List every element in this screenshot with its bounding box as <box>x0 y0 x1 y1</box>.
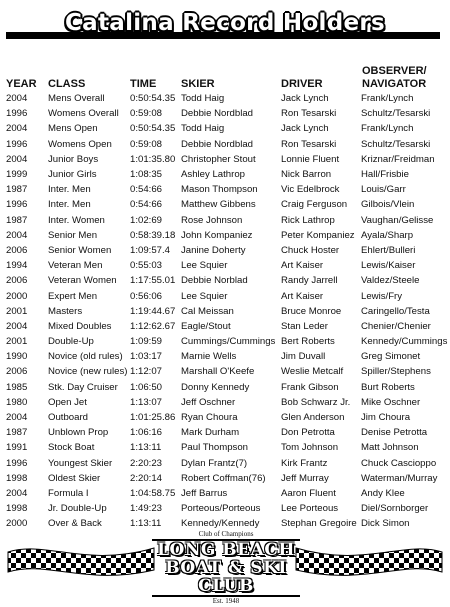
title-banner <box>0 6 450 38</box>
cell-driver: Lee Porteous <box>281 503 339 515</box>
cell-driver: Frank Gibson <box>281 381 339 393</box>
table-row <box>0 471 450 486</box>
cell-skier: Porteous/Porteous <box>181 503 261 515</box>
cell-year: 2000 <box>6 290 28 302</box>
table-row <box>0 137 450 152</box>
cell-skier: Robert Coffman(76) <box>181 472 266 484</box>
cell-class: Over & Back <box>48 518 102 530</box>
table-header <box>0 62 450 90</box>
cell-class: Senior Men <box>48 229 98 241</box>
cell-observer: Louis/Garr <box>361 184 406 196</box>
cell-class: Veteran Men <box>48 260 103 272</box>
cell-observer: Frank/Lynch <box>361 93 414 105</box>
cell-year: 2004 <box>6 487 28 499</box>
table-row <box>0 152 450 167</box>
logo-band <box>152 539 300 597</box>
cell-driver: Tom Johnson <box>281 442 339 454</box>
cell-skier: Jeff Barrus <box>181 487 228 499</box>
cell-skier: John Kompaniez <box>181 229 253 241</box>
cell-class: Outboard <box>48 412 89 424</box>
table-row <box>0 167 450 182</box>
cell-driver: Bert Roberts <box>281 336 335 348</box>
cell-observer: Matt Johnson <box>361 442 419 454</box>
cell-time: 0:55:03 <box>130 260 163 272</box>
cell-driver: Glen Anderson <box>281 412 345 424</box>
header-observer: OBSERVER/ <box>362 65 427 77</box>
cell-driver: Aaron Fluent <box>281 487 336 499</box>
cell-year: 2004 <box>6 93 28 105</box>
cell-class: Double-Up <box>48 336 94 348</box>
cell-year: 1996 <box>6 457 28 469</box>
cell-skier: Rose Johnson <box>181 214 243 226</box>
cell-skier: Debbie Norblad <box>181 275 248 287</box>
cell-observer: Hall/Frisbie <box>361 169 409 181</box>
page-title: Catalina Record Holders <box>64 10 386 36</box>
cell-driver: Don Petrotta <box>281 427 335 439</box>
cell-class: Youngest Skier <box>48 457 113 469</box>
cell-time: 1:49:23 <box>130 503 163 515</box>
cell-year: 2006 <box>6 244 28 256</box>
cell-time: 1:12:07 <box>130 366 163 378</box>
cell-observer: Valdez/Steele <box>361 275 420 287</box>
cell-skier: Marshall O'Keefe <box>181 366 255 378</box>
logo-tagline: Club of Champions <box>198 530 254 538</box>
cell-observer: Schultz/Tesarski <box>361 138 431 150</box>
cell-driver: Stan Leder <box>281 320 328 332</box>
table-row <box>0 213 450 228</box>
cell-year: 1987 <box>6 427 28 439</box>
cell-year: 2004 <box>6 153 28 165</box>
cell-class: Mens Overall <box>48 93 105 105</box>
cell-skier: Matthew Gibbens <box>181 199 256 211</box>
cell-class: Junior Boys <box>48 153 99 165</box>
cell-time: 2:20:14 <box>130 472 163 484</box>
cell-observer: Gilbois/Vlein <box>361 199 415 211</box>
cell-class: Expert Men <box>48 290 98 302</box>
cell-driver: Bob Schwarz Jr. <box>281 396 351 408</box>
cell-year: 2004 <box>6 123 28 135</box>
cell-class: Masters <box>48 305 83 317</box>
records-table <box>0 91 450 531</box>
cell-time: 1:09:57.4 <box>130 244 171 256</box>
cell-observer: Mike Oschner <box>361 396 421 408</box>
cell-time: 1:06:50 <box>130 381 163 393</box>
cell-observer: Chuck Cascioppo <box>361 457 437 469</box>
cell-time: 2:20:23 <box>130 457 163 469</box>
cell-class: Novice (new rules) <box>48 366 128 378</box>
cell-time: 0:54:66 <box>130 199 163 211</box>
header-year: YEAR <box>6 78 37 90</box>
table-row <box>0 106 450 121</box>
cell-class: Junior Girls <box>48 169 97 181</box>
cell-skier: Dylan Frantz(7) <box>181 457 248 469</box>
table-row <box>0 440 450 455</box>
cell-year: 2001 <box>6 336 28 348</box>
cell-class: Stk. Day Cruiser <box>48 381 118 393</box>
table-row <box>0 197 450 212</box>
cell-year: 1996 <box>6 199 28 211</box>
cell-observer: Diel/Sornborger <box>361 503 429 515</box>
table-row <box>0 410 450 425</box>
cell-observer: Kennedy/Cummings <box>361 336 448 348</box>
cell-skier: Cummings/Cummings <box>181 336 276 348</box>
cell-driver: Art Kaiser <box>281 290 324 302</box>
cell-skier: Debbie Nordblad <box>181 138 253 150</box>
table-row <box>0 349 450 364</box>
cell-driver: Kirk Frantz <box>281 457 328 469</box>
cell-observer: Vaughan/Gelisse <box>361 214 434 226</box>
cell-skier: Todd Haig <box>181 123 225 135</box>
cell-driver: Vic Edelbrock <box>281 184 340 196</box>
header-skier: SKIER <box>181 78 215 90</box>
cell-class: Oldest Skier <box>48 472 101 484</box>
cell-class: Mixed Doubles <box>48 320 112 332</box>
cell-time: 0:56:06 <box>130 290 163 302</box>
cell-time: 1:13:11 <box>130 518 162 530</box>
cell-skier: Christopher Stout <box>181 153 256 165</box>
cell-driver: Jeff Murray <box>281 472 329 484</box>
cell-driver: Lonnie Fluent <box>281 153 340 165</box>
cell-observer: Lewis/Kaiser <box>361 260 416 272</box>
header-class: CLASS <box>48 78 86 90</box>
table-row <box>0 304 450 319</box>
cell-year: 1998 <box>6 472 28 484</box>
cell-driver: Craig Ferguson <box>281 199 348 211</box>
cell-driver: Jack Lynch <box>281 93 329 105</box>
cell-time: 1:13:11 <box>130 442 162 454</box>
cell-observer: Caringello/Testa <box>361 305 430 317</box>
cell-time: 1:06:16 <box>130 427 163 439</box>
cell-driver: Rick Lathrop <box>281 214 335 226</box>
cell-driver: Bruce Monroe <box>281 305 342 317</box>
cell-skier: Todd Haig <box>181 93 225 105</box>
cell-class: Inter. Men <box>48 184 91 196</box>
table-row <box>0 121 450 136</box>
cell-driver: Peter Kompaniez <box>281 229 355 241</box>
cell-skier: Debbie Nordblad <box>181 108 253 120</box>
cell-time: 1:03:17 <box>130 351 163 363</box>
cell-skier: Paul Thompson <box>181 442 249 454</box>
cell-class: Stock Boat <box>48 442 95 454</box>
table-row <box>0 228 450 243</box>
cell-driver: Chuck Hoster <box>281 244 340 256</box>
cell-skier: Lee Squier <box>181 260 228 272</box>
table-row <box>0 288 450 303</box>
table-row <box>0 319 450 334</box>
cell-driver: Stephan Gregoire <box>281 518 357 530</box>
cell-year: 1990 <box>6 351 28 363</box>
cell-time: 1:09:59 <box>130 336 163 348</box>
cell-time: 1:01:35.80 <box>130 153 176 165</box>
table-row <box>0 456 450 471</box>
cell-year: 1987 <box>6 214 28 226</box>
table-row <box>0 501 450 516</box>
cell-driver: Ron Tesarski <box>281 108 337 120</box>
cell-time: 1:08:35 <box>130 169 163 181</box>
cell-observer: Dick Simon <box>361 518 410 530</box>
cell-skier: Mason Thompson <box>181 184 258 196</box>
cell-year: 1996 <box>6 108 28 120</box>
cell-time: 0:59:08 <box>130 138 163 150</box>
cell-time: 1:01:25.86 <box>130 412 176 424</box>
cell-observer: Burt Roberts <box>361 381 415 393</box>
cell-time: 1:04:58.75 <box>130 487 176 499</box>
cell-year: 1987 <box>6 184 28 196</box>
table-row <box>0 273 450 288</box>
table-row <box>0 364 450 379</box>
cell-time: 1:13:07 <box>130 396 163 408</box>
cell-year: 2004 <box>6 320 28 332</box>
cell-driver: Art Kaiser <box>281 260 324 272</box>
cell-class: Formula I <box>48 487 89 499</box>
cell-year: 2001 <box>6 305 28 317</box>
table-row <box>0 486 450 501</box>
cell-observer: Jim Choura <box>361 412 411 424</box>
cell-driver: Nick Barron <box>281 169 332 181</box>
table-row <box>0 243 450 258</box>
header-driver: DRIVER <box>281 78 323 90</box>
cell-time: 0:54:66 <box>130 184 163 196</box>
cell-year: 1998 <box>6 503 28 515</box>
cell-observer: Frank/Lynch <box>361 123 414 135</box>
table-row <box>0 380 450 395</box>
cell-time: 0:50:54.35 <box>130 123 176 135</box>
cell-observer: Ehlert/Bulleri <box>361 244 416 256</box>
cell-time: 1:12:62.67 <box>130 320 176 332</box>
cell-observer: Denise Petrotta <box>361 427 428 439</box>
cell-driver: Jim Duvall <box>281 351 326 363</box>
cell-time: 1:02:69 <box>130 214 163 226</box>
cell-skier: Marnie Wells <box>181 351 237 363</box>
table-row <box>0 395 450 410</box>
checkered-flag-right-icon <box>294 538 444 578</box>
cell-observer: Ayala/Sharp <box>361 229 414 241</box>
cell-class: Inter. Women <box>48 214 105 226</box>
cell-year: 2006 <box>6 275 28 287</box>
cell-time: 0:50:54.35 <box>130 93 176 105</box>
logo-line2: BOAT & SKI CLUB <box>165 558 287 596</box>
cell-observer: Chenier/Chenier <box>361 320 431 332</box>
cell-observer: Schultz/Tesarski <box>361 108 431 120</box>
cell-year: 1996 <box>6 138 28 150</box>
cell-class: Inter. Men <box>48 199 91 211</box>
table-row <box>0 425 450 440</box>
cell-skier: Eagle/Stout <box>181 320 231 332</box>
cell-observer: Andy Klee <box>361 487 405 499</box>
cell-skier: Ashley Lathrop <box>181 169 245 181</box>
cell-driver: Ron Tesarski <box>281 138 337 150</box>
cell-skier: Ryan Choura <box>181 412 238 424</box>
cell-driver: Randy Jarrell <box>281 275 338 287</box>
cell-skier: Kennedy/Kennedy <box>181 518 260 530</box>
cell-class: Unblown Prop <box>48 427 109 439</box>
table-row <box>0 91 450 106</box>
cell-observer: Waterman/Murray <box>361 472 438 484</box>
cell-skier: Mark Durham <box>181 427 240 439</box>
logo-line1: LONG BEACH <box>157 540 295 560</box>
cell-class: Novice (old rules) <box>48 351 123 363</box>
header-time: TIME <box>130 78 157 90</box>
cell-year: 1999 <box>6 169 28 181</box>
cell-class: Womens Overall <box>48 108 119 120</box>
cell-class: Womens Open <box>48 138 112 150</box>
cell-observer: Lewis/Fry <box>361 290 403 302</box>
cell-skier: Cal Meissan <box>181 305 234 317</box>
cell-observer: Kriznar/Freidman <box>361 153 435 165</box>
table-row <box>0 182 450 197</box>
table-row <box>0 258 450 273</box>
cell-time: 1:19:44.67 <box>130 305 176 317</box>
cell-skier: Donny Kennedy <box>181 381 250 393</box>
cell-year: 2004 <box>6 412 28 424</box>
cell-observer: Greg Simonet <box>361 351 421 363</box>
cell-driver: Jack Lynch <box>281 123 329 135</box>
cell-class: Mens Open <box>48 123 98 135</box>
cell-class: Senior Women <box>48 244 112 256</box>
cell-time: 0:59:08 <box>130 108 163 120</box>
cell-year: 2000 <box>6 518 28 530</box>
cell-year: 1994 <box>6 260 28 272</box>
cell-class: Veteran Women <box>48 275 117 287</box>
logo-established: Est. 1948 <box>212 597 240 605</box>
header-navigator: NAVIGATOR <box>362 78 427 90</box>
cell-year: 2006 <box>6 366 28 378</box>
cell-time: 0:58:39.18 <box>130 229 176 241</box>
cell-driver: Weslie Metcalf <box>281 366 344 378</box>
cell-time: 1:17:55.01 <box>130 275 176 287</box>
checkered-flag-left-icon <box>6 538 156 578</box>
club-logo <box>148 530 304 605</box>
cell-class: Jr. Double-Up <box>48 503 107 515</box>
table-row <box>0 334 450 349</box>
cell-skier: Janine Doherty <box>181 244 246 256</box>
cell-year: 1991 <box>6 442 28 454</box>
cell-year: 2004 <box>6 229 28 241</box>
cell-skier: Jeff Oschner <box>181 396 236 408</box>
cell-skier: Lee Squier <box>181 290 228 302</box>
cell-year: 1985 <box>6 381 28 393</box>
cell-observer: Spiller/Stephens <box>361 366 431 378</box>
cell-class: Open Jet <box>48 396 87 408</box>
footer <box>0 528 450 603</box>
cell-year: 1980 <box>6 396 28 408</box>
